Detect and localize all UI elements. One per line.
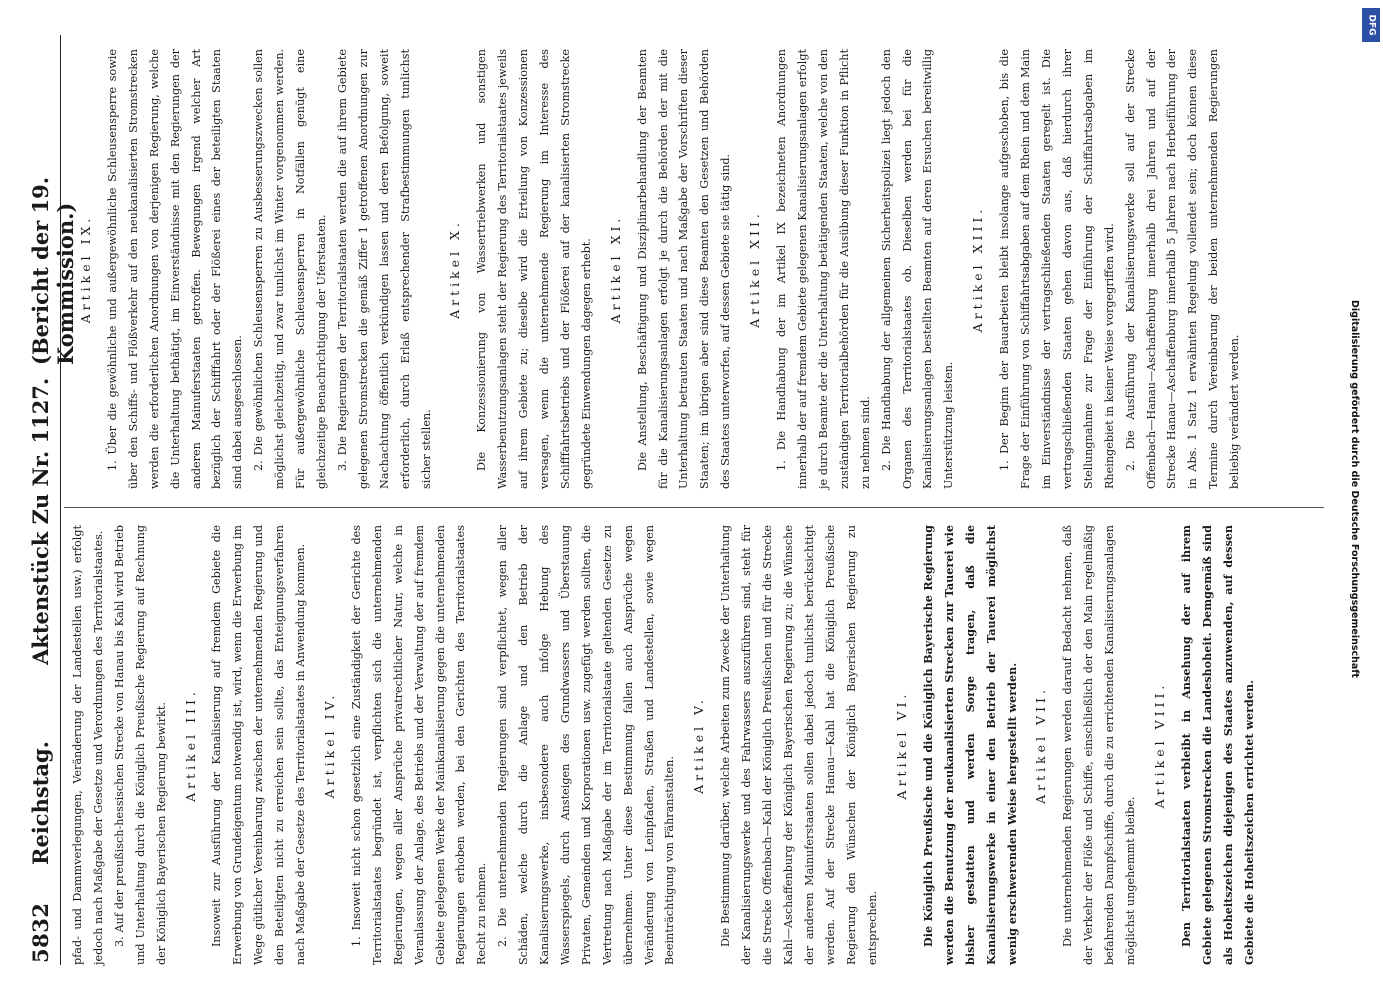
paragraph: Die Bestimmung darüber, welche Arbeiten zum Zwecke der Unterhaltung der Kanalisierungswerke und des Fahrwassers auszuführen sind, steht für die Strecke Offenbach—Kahl der Königlich Preußischen und für die Strecke Kahl—Aschaffenburg der Königlich Bayerischen Regierung zu; die Wünsche der anderen Mainuferstaaten sollen dabei jedoch tunlichst berücksichtigt werden. Auf der Strecke Hanau—Kahl hat die Königlich Preußische Regierung den Wünschen der Königlich Bayerischen Regierung zu entsprechen. <box>719 525 879 965</box>
paragraph: Den Territorialstaaten verbleibt in Ansehung der auf ihrem Gebiete gelegenen Stromstrecken die Landeshoheit. Demgemäß sind als Hoheitszeichen diejenigen des Staates anzuwenden, auf dessen Gebiete die Hoheitszeichen errichtet werden. <box>1179 525 1257 965</box>
paragraph: Insoweit zur Ausführung der Kanalisierung auf fremdem Gebiete die Erwerbung von Grundeigentum notwendig ist, wird, wenn die Erwerbung im Wege gütlicher Vereinbarung zwischen der unternehmenden Regierung und den Beteiligten nicht zu erreichen sein sollte, das Enteignungsverfahren nach Maßgabe der Gesetze des Territorialstaates in Anwendung kommen. <box>210 525 308 965</box>
dfg-logo <box>1362 8 1380 42</box>
paragraph: 1. Der Beginn der Bauarbeiten bleibt insolange aufgeschoben, bis die Frage der Einführung von Schiffahrtsabgaben auf dem Rhein und dem Main im Einverständnisse der vertragschließenden Staaten geregelt ist. Die vertragschließenden Staaten gehen davon aus, daß hierdurch ihrer Stellungnahme zur Frage der Einführung der Schiffahrtsabgaben im Rheingebiet in keiner Weise vorgegriffen wird. <box>998 49 1116 489</box>
paragraph: 2. Die gewöhnlichen Schleusensperren zu Ausbesserungszwecken sollen möglichst gleichzeitig, und zwar tunlichst im Winter vorgenommen werden. Für außergewöhnliche Schleusensperren in Notfällen genügt eine gleichzeitige Benachrichtigung der Uferstaaten. <box>252 49 328 489</box>
article-heading: Artikel X. <box>447 219 463 319</box>
paragraph: pfad- und Dammverlegungen, Veränderung der Landestellen usw.) erfolgt jedoch nach Maßgabe der Gesetze und Verordnungen des Territorialstaates. <box>71 525 105 965</box>
column-divider <box>64 507 1324 508</box>
article-heading: Artikel IV. <box>321 691 337 799</box>
paragraph: 1. Über die gewöhnliche und außergewöhnliche Schleusensperre sowie über den Schiffs- und Flößverkehr auf den neukanalisierten Stromstrecken werden die erforderlichen Anordnungen von derjenigen Regierung, welche die Unterhaltung bethätigt, im Einverständnisse mit den Regierungen der anderen Mainuferstaaten getroffen. Bewegungen irgend welcher Art bezüglich der Schifffahrt oder der Flößerei eines der beteiligten Staaten sind dabei ausgeschlossen. <box>105 49 245 489</box>
paragraph: Die Königlich Preußische und die Königlich Bayerische Regierung werden die Benutzung der neukanalisierten Strecken zur Tauerei wie bisher gestatten und werden Sorge tragen, daß die Kanalisierungswerke in einer den Betrieb der Tauerei möglichst wenig erschwerenden Weise hergestellt werden. <box>921 525 1020 965</box>
article-heading: Artikel VII. <box>1032 686 1048 804</box>
right-column <box>68 49 1246 489</box>
article-heading: Artikel VIII. <box>1151 681 1167 809</box>
page-header <box>20 35 78 965</box>
paragraph: 2. Die Ausführung der Kanalisierungswerke soll auf der Strecke Offenbach—Hanau—Aschaffenburg innerhalb drei Jahren und auf der Strecke Hanau—Aschaffenburg innerhalb 5 Jahren nach Herbeiführung der in Abs. 1 Satz 1 erwähnten Regelung vollendet sein; doch können diese Termine durch Vereinbarung der beiden unternehmenden Regierungen beliebig verändert werden. <box>1123 49 1242 489</box>
header-bericht: (Bericht der 19. Kommission.) <box>28 176 78 365</box>
paragraph: 1. Insoweit nicht schon gesetzlich eine Zuständigkeit der Gerichte des Territorialstaates begründet ist, verpflichten sich die unternehmenden Regierungen, wegen aller Ansprüche privatrechtlicher Natur, welche in Veranlassung der Anlage, des Betriebs und der Verwaltung der auf fremdem Gebiete gelegenen Werke der Mainkanalisierung gegen die unternehmenden Regierungen erhoben werden, bei den Gerichten des Territorialstaates Recht zu nehmen. <box>349 525 489 965</box>
digitization-note: Digitalisierung gefördert durch die Deutsche Forschungsgemeinschaft <box>1349 300 1360 678</box>
article-heading: Artikel V. <box>691 696 707 794</box>
article-heading: Artikel XII. <box>747 210 763 328</box>
header-reichstag: Reichstag. <box>28 741 53 865</box>
dfg-logo-text: DFG <box>1366 14 1377 36</box>
paragraph: Die unternehmenden Regierungen werden darauf Bedacht nehmen, daß der Verkehr der Flöße und Schiffe, einschließlich der den Main regelmäßig befahrenden Dampfschiffe, durch die zu errichtenden Kanalisierungsanlagen möglichst ungehemmt bleibe. <box>1060 525 1137 965</box>
paragraph: 3. Auf der preußisch-hessischen Strecke von Hanau bis Kahl wird Betrieb und Unterhaltung durch die Königlich Preußische Regierung auf Rechnung der Königlich Bayerischen Regierung bewirkt. <box>112 525 168 965</box>
article-heading: Artikel XI. <box>607 214 623 324</box>
left-column <box>68 525 1260 965</box>
header-anlage: Aktenstück Zu Nr. 1127. <box>28 377 53 665</box>
paragraph: 2. Die unternehmenden Regierungen sind verpflichtet, wegen aller Schäden, welche durch die Anlage und den Betrieb der Kanalisierungswerke, insbesondere auch infolge Hebung des Wasserspiegels, durch Ansteigen des Grundwassers und Überstauung Privaten, Gemeinden und Korporationen usw. zugefügt werden sollten, die Vertretung nach Maßgabe der im Territorialstaate geltenden Gesetze zu übernehmen. Unter diese Bestimmung fallen auch Ansprüche wegen Veränderung von Leinpfaden, Straßen und Landestellen, sowie wegen Beeinträchtigung von Fähranstalten. <box>496 525 677 965</box>
paragraph: Die Konzessionierung von Wassertriebwerken und sonstigen Wasserbenutzungsanlagen steht der Regierung des Territorialstaates jeweils auf ihrem Gebiete zu; dieselbe wird die Erteilung von Konzessionen versagen, wenn die unternehmende Regierung im Interesse des Schifffahrtsbetriebs und der Flößerei auf der kanalisierten Stromstrecke gegründete Einwendungen dagegen erhebt. <box>475 49 593 489</box>
article-heading: Artikel VI. <box>893 690 909 800</box>
paragraph: 3. Die Regierungen der Territorialstaaten werden die auf ihrem Gebiete gelegenen Stromstrecken die gemäß Ziffer 1 getroffenen Anordnungen zur Nachachtung öffentlich verkündigen lassen und deren Befolgung, soweit erforderlich, durch Erlaß entsprechender Strafbestimmungen tunlichst sicher stellen. <box>335 49 433 489</box>
article-heading: Artikel XIII. <box>970 205 986 333</box>
rotated-page <box>20 35 1360 965</box>
paragraph: 1. Die Handhabung der im Artikel IX bezeichneten Anordnungen innerhalb der auf fremdem Gebiete gelegenen Kanalisierungsanlagen erfolgt je durch Beamte der die Unterhaltung betätigenden Staaten, welche von den zuständigen Territorialbehörden für die Ausübung dieser Funktion in Pflicht zu nehmen sind. <box>775 49 872 489</box>
page-number: 5832 <box>28 902 53 963</box>
paragraph: Die Anstellung, Beschäftigung und Disziplinarbehandlung der Beamten für die Kanalisierungsanlagen erfolgt je durch die Behörden der mit die Unterhaltung betrauten Staaten und nach Maßgabe der Vorschriften dieser Staaten; im übrigen aber sind diese Beamten den Gesetzen und Behörden des Staates unterworfen, auf dessen Gebiete sie tätig sind. <box>635 49 733 489</box>
article-heading: Artikel III. <box>182 688 198 802</box>
paragraph: 2. Die Handhabung der allgemeinen Sicherheitspolizei liegt jedoch den Organen des Territorialstaates ob. Dieselben werden bei für die Kanalisierungsanlagen bestellten Beamten auf deren Ersuchen bereitwillig Unterstützung leisten. <box>879 49 956 489</box>
article-heading: Artikel IX. <box>78 214 93 324</box>
